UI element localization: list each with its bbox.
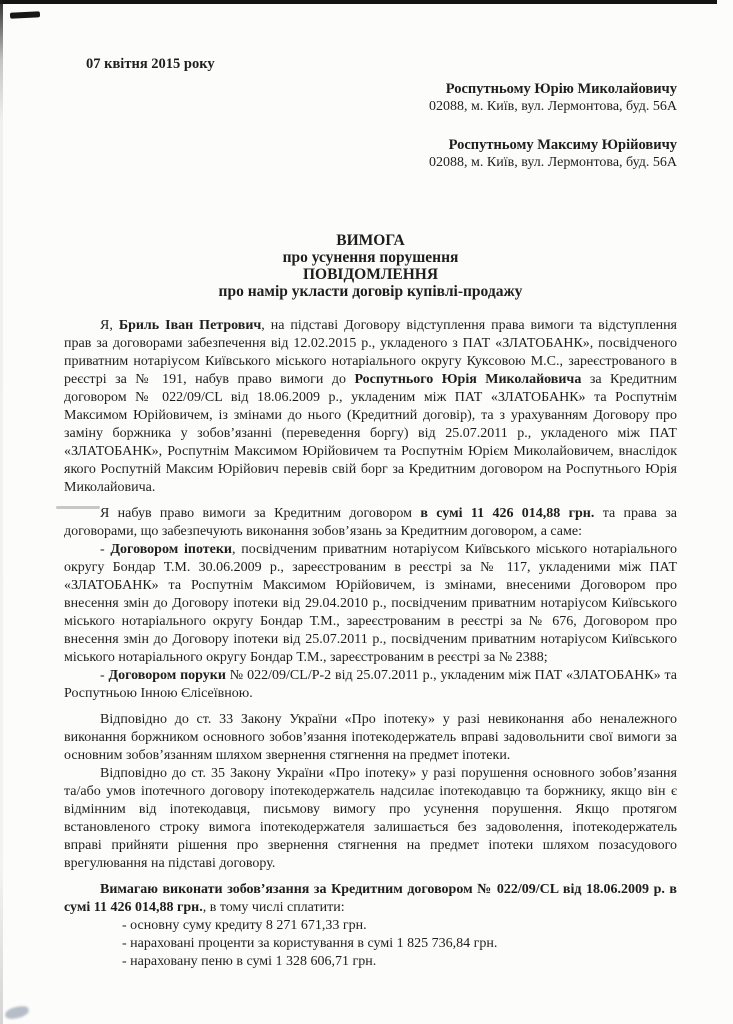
- intro-pre: Я,: [100, 318, 119, 333]
- mortgage-dash: -: [100, 542, 111, 557]
- recipient-block: [64, 80, 677, 172]
- paragraph-demand: [64, 881, 677, 917]
- scan-artifact-corner-smudge: [4, 1005, 30, 1021]
- paragraph-claim-amount: [64, 505, 677, 541]
- recipient-2: [64, 136, 677, 172]
- letter-date: 07 квітня 2015 року: [86, 56, 215, 72]
- intro-mid: , на підставі Договору відступлення права вимоги та відступлення прав за договорами забезпечення від 12.02.2015 р., укладеного з ПАТ «ЗЛАТОБАНК», посвідченого приватним нотаріусом Київського міського нотаріального округу Куксовою М.С., зареєстрованого в реєстрі за № 191, набув право вимоги до: [64, 318, 677, 387]
- surety-rest: № 022/09/CL/P-2 від 25.07.2011 р., укладеним між ПАТ «ЗЛАТОБАНК» та Роспутньою Інною Єлісеївною.: [64, 668, 677, 701]
- surety-dash: -: [100, 668, 109, 683]
- surety-label: Договором поруки: [108, 668, 226, 683]
- scan-artifact-dash: [10, 11, 40, 19]
- paragraph-surety-agreement: [64, 667, 677, 703]
- scan-artifact-top-line: [0, 0, 717, 4]
- document-title: [64, 232, 677, 300]
- demand-text: Вимагаю виконати зобов’язання за Кредитним договором № 022/09/CL від 18.06.2009 р. в сумі 11 426 014,88 грн.: [64, 882, 677, 915]
- recipient-1: [64, 80, 677, 116]
- scan-artifact-left-edge: [0, 0, 3, 1024]
- recipient-1-address: 02088, м. Київ, вул. Лермонтова, буд. 56А: [429, 99, 677, 114]
- demand-rest: , в тому числі сплатити:: [202, 900, 345, 915]
- title-line-demand: ВИМОГА: [336, 232, 405, 249]
- intro-rest: за Кредитним договором № 022/09/CL від 18.06.2009 р., укладеним між ПАТ «ЗЛАТОБАНК» та Роспутнім Максимом Юрійовичем, із змінами до нього (Кредитний договір), та з урахуванням Договору про заміну боржника у зобов’язанні (переведення боргу) від 25.07.2011 р., укладеного між ПАТ «ЗЛАТОБАНК», Роспутнім Максимом Юрійовичем та Роспутнім Юрієм Миколайовичем, внаслідок якого Роспутній Максим Юрійович перевів свій борг за Кредитним договором на Роспутнього Юрія Миколайовича.: [64, 372, 677, 495]
- letter-content: [64, 55, 677, 971]
- title-line-notice-subtitle: про намір укласти договір купівлі-продажу: [218, 283, 523, 300]
- paragraph-intro: [64, 317, 677, 497]
- mortgage-rest: , посвідченим приватним нотаріусом Київського міського нотаріального округу Бондар Т.М. 30.06.2009 р., зареєстрованим в реєстрі за № 117, укладеними між ПАТ «ЗЛАТОБАНК» та Роспутнім Максимом Юрійовичем, із змінами, внесеними Договором про внесення змін до Договору іпотеки від 29.04.2010 р., посвідченим приватним нотаріусом Київського міського нотаріального округу Бондар Т.М., зареєстрованим в реєстрі за № 676, Договором про внесення змін до Договору іпотеки від 25.07.2011 р., посвідченим приватним нотаріусом Київського міського нотаріального округу Бондар Т.М., зареєстрованим в реєстрі за № 2388;: [64, 542, 677, 665]
- payment-item-penalty: - нараховану пеню в сумі 1 328 606,71 грн.: [122, 954, 377, 969]
- paragraph-law-article-33: Відповідно до ст. 33 Закону України «Про іпотеку» у разі невиконання або неналежного виконання боржником основного зобов’язання іпотекодержатель вправі задовольнити свої вимоги за основним зобов’язанням шляхом звернення стягнення на предмет іпотеки.: [64, 712, 677, 763]
- payment-item-interest: - нараховані проценти за користування в сумі 1 825 736,84 грн.: [122, 936, 498, 951]
- recipient-1-name: Роспутньому Юрію Миколайовичу: [445, 81, 677, 97]
- mortgage-label: Договором іпотеки: [110, 542, 232, 557]
- claim-sum: в сумі 11 426 014,88 грн.: [420, 506, 595, 521]
- sender-name: Бриль Іван Петрович: [118, 318, 262, 333]
- payment-items: [122, 917, 677, 971]
- payment-item-principal: - основну суму кредиту 8 271 671,33 грн.: [122, 918, 367, 933]
- recipient-2-name: Роспутньому Максиму Юрійовичу: [448, 137, 677, 153]
- title-line-notice: ПОВІДОМЛЕННЯ: [302, 266, 439, 283]
- paragraph-mortgage-agreement: [64, 541, 677, 667]
- paragraph-law-article-35: Відповідно до ст. 35 Закону України «Про іпотеку» у разі порушення основного зобов’язання та/або умов іпотечного договору іпотекодержатель надсилає іпотекодавцю та боржнику, якщо він є відмінним від іпотекодавця, письмову вимогу про усунення порушення. Якщо протягом встановленого строку вимога іпотекодержателя залишається без задоволення, іпотекодержатель вправі прийняти рішення про звернення стягнення на предмет іпотеки шляхом позасудового врегулювання на підставі договору.: [64, 766, 677, 871]
- title-line-demand-subtitle: про усунення порушення: [282, 249, 459, 266]
- recipient-2-address: 02088, м. Київ, вул. Лермонтова, буд. 56А: [429, 155, 677, 170]
- debtor-name: Роспутнього Юрія Миколайовича: [354, 372, 582, 387]
- claim-pre: Я набув право вимоги за Кредитним договором: [100, 506, 421, 521]
- claim-rest: та права за договорами, що забезпечують виконання зобов’язань за Кредитним договором, а саме:: [64, 506, 677, 539]
